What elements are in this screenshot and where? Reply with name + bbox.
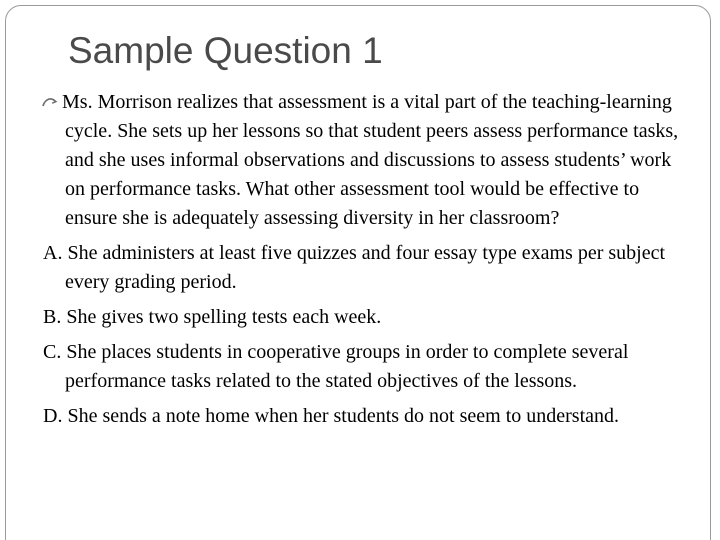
answer-option-a: A. She administers at least five quizzes and four essay type exams per subject every grading period. bbox=[43, 242, 666, 293]
answer-option-b: B. She gives two spelling tests each week. bbox=[43, 306, 382, 328]
question-text: Ms. Morrison realizes that assessment is a vital part of the teaching-learning cycle. She sets up her lessons so that student peers assess performance tasks, and she uses informal observations and discussions to assess students’ work on performance tasks. What other assessment tool would be effective to ensure she is adequately assessing diversity in her classroom? bbox=[62, 91, 679, 229]
curved-arrow-bullet-icon bbox=[42, 88, 62, 117]
question-paragraph bbox=[0, 88, 720, 233]
slide-title: Sample Question 1 bbox=[68, 30, 383, 71]
slide-body bbox=[0, 88, 720, 437]
answer-option-d: D. She sends a note home when her students do not seem to understand. bbox=[43, 405, 620, 427]
answer-option-c: C. She places students in cooperative groups in order to complete several performance tasks related to the stated objectives of the lessons. bbox=[43, 341, 629, 392]
